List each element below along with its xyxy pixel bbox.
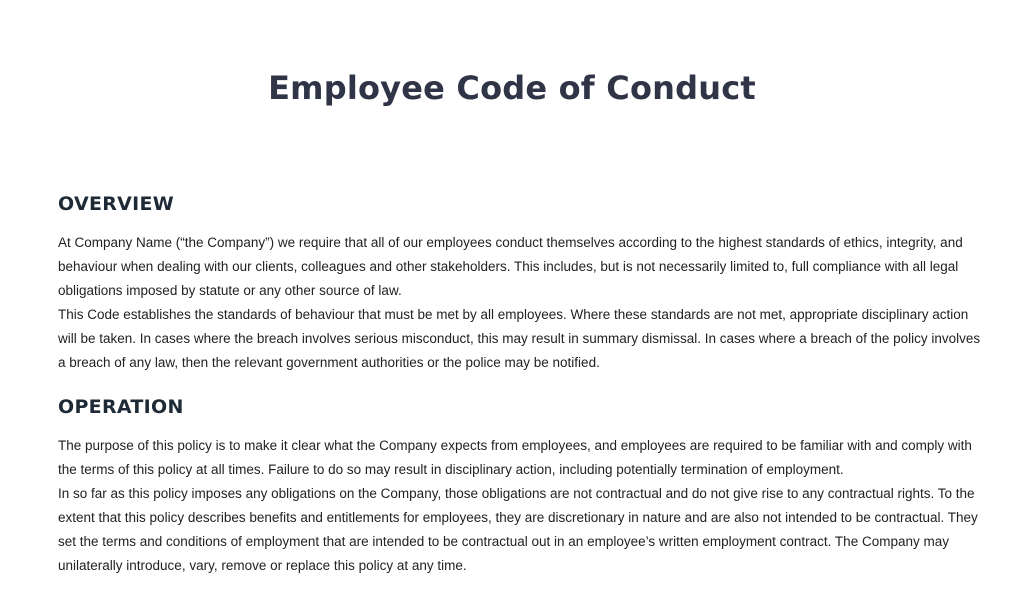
overview-paragraph-1: At Company Name (“the Company”) we require that all of our employees conduct themselves according to the highest standards of ethics, integrity, and behaviour when dealing with our clients, colleagues and other stakeholders. This includes, but is not necessarily limited to, full compliance with all legal obligations imposed by statute or any other source of law. xyxy=(58,235,963,298)
operation-paragraph-1: The purpose of this policy is to make it clear what the Company expects from employees, and employees are required to be familiar with and comply with the terms of this policy at all times. Failure to do so may result in disciplinary action, including potentially termination of employment. xyxy=(58,438,972,477)
section-heading-overview: OVERVIEW xyxy=(58,193,175,215)
document-title: Employee Code of Conduct xyxy=(268,69,756,107)
section-heading-operation: OPERATION xyxy=(58,396,184,418)
operation-paragraph-2: In so far as this policy imposes any obligations on the Company, those obligations are not contractual and do not give rise to any contractual rights. To the extent that this policy describes benefits and entitlements for employees, they are discretionary in nature and are also not intended to be contractual. They set the terms and conditions of employment that are intended to be contractual out in an employee’s written employment contract. The Company may unilaterally introduce, vary, remove or replace this policy at any time. xyxy=(58,486,978,573)
section-overview xyxy=(58,191,988,375)
section-operation xyxy=(58,394,988,578)
overview-paragraph-2: This Code establishes the standards of behaviour that must be met by all employees. Where these standards are not met, appropriate disciplinary action will be taken. In cases where the breach involves serious misconduct, this may result in summary dismissal. In cases where a breach of the policy involves a breach of any law, then the relevant government authorities or the police may be notified. xyxy=(58,307,981,370)
